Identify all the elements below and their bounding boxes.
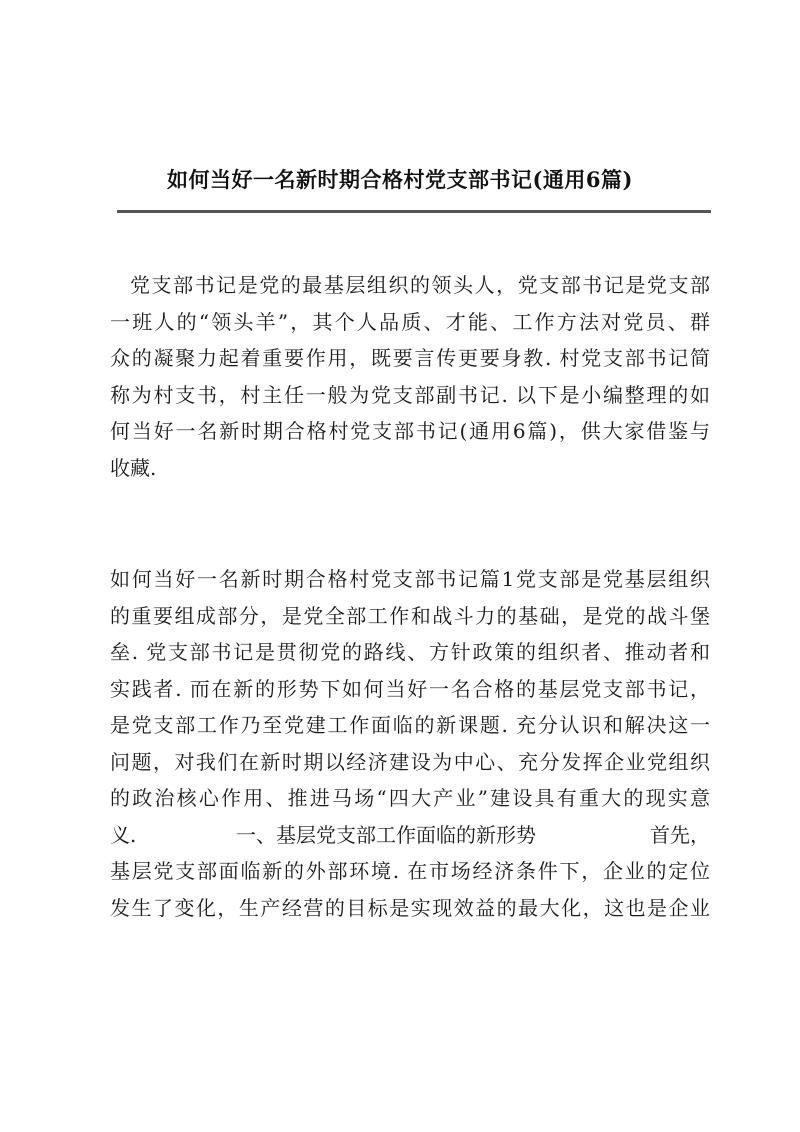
paragraph-line: 称为村支书，村主任一般为党支部副书记. 以下是小编整理的如 xyxy=(110,382,710,407)
section-1-paragraph xyxy=(110,561,710,926)
paragraph-line: 基层党支部面临新的外部环境. 在市场经济条件下，企业的定位 xyxy=(110,859,710,883)
paragraph-line: 是党支部工作乃至党建工作面临的新课题. 充分认识和解决这一 xyxy=(110,713,710,737)
paragraph-line: 一班人的“领头羊”，其个人品质、才能、工作方法对党员、群 xyxy=(110,309,710,334)
paragraph-line: 党支部书记是党的最基层组织的领头人，党支部书记是党支部 xyxy=(130,273,710,297)
sentence-start: 首先， xyxy=(650,822,710,847)
paragraph-line: 何当好一名新时期合格村党支部书记(通用6篇)，供大家借鉴与 xyxy=(110,419,710,443)
paragraph-line: 如何当好一名新时期合格村党支部书记篇1党支部是党基层组织 xyxy=(110,567,710,591)
paragraph-line: 的政治核心作用、推进马场“四大产业”建设具有重大的现实意 xyxy=(110,786,710,810)
paragraph-line-with-heading xyxy=(110,817,710,854)
document-title: 如何当好一名新时期合格村党支部书记(通用6篇) xyxy=(167,167,633,192)
paragraph-line: 问题，对我们在新时期以经济建设为中心、充分发挥企业党组织 xyxy=(110,749,710,774)
paragraph-line: 收藏. xyxy=(110,455,157,480)
title-underline xyxy=(117,210,711,213)
section-heading: 一、基层党支部工作面临的新形势 xyxy=(236,822,536,847)
paragraph-line: 发生了变化，生产经营的目标是实现效益的最大化，这也是企业 xyxy=(110,895,710,920)
paragraph-line: 的重要组成部分，是党全部工作和战斗力的基础，是党的战斗堡 xyxy=(110,603,710,628)
paragraph-line: 垒. 党支部书记是贯彻党的路线、方针政策的组织者、推动者和 xyxy=(110,640,710,664)
paragraph-line: 实践者. 而在新的形势下如何当好一名合格的基层党支部书记， xyxy=(110,676,710,701)
intro-paragraph xyxy=(110,267,710,486)
paragraph-line: 众的凝聚力起着重要作用，既要言传更要身教. 村党支部书记简 xyxy=(110,346,710,370)
sentence-end: 义. xyxy=(110,822,137,847)
